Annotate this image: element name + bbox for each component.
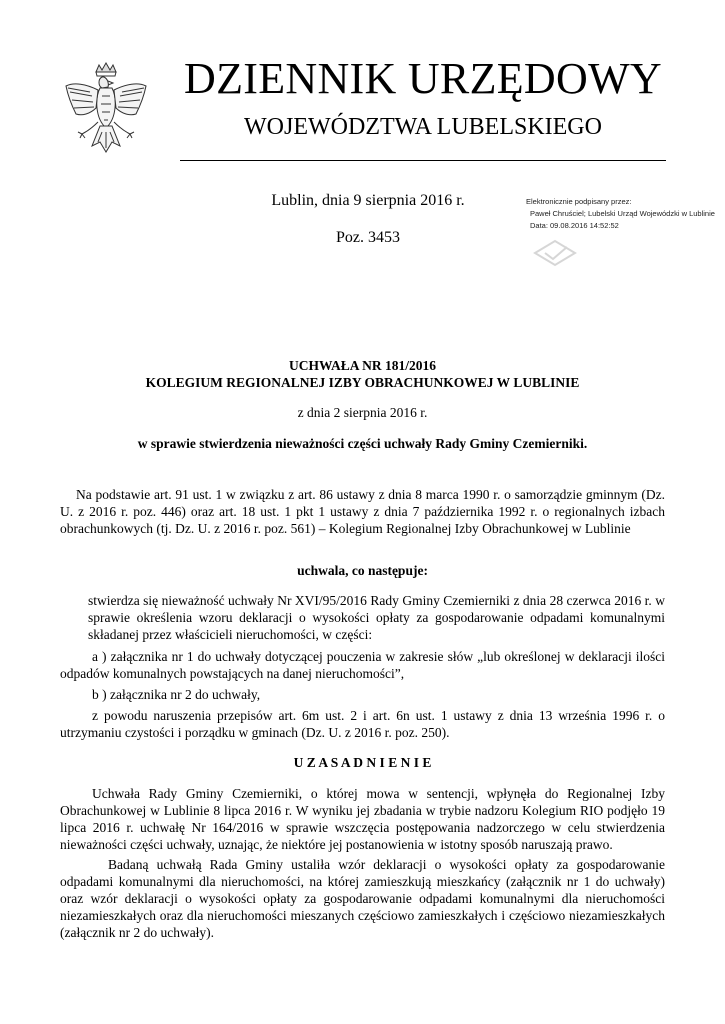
resolution-subject: w sprawie stwierdzenia nieważności części uchwały Rady Gminy Czemierniki.: [137, 436, 588, 451]
justification-paragraph-2: Badaną uchwałą Rada Gminy ustaliła wzór deklaracji o wysokości opłaty za gospodarowanie odpadami komunalnymi dla nieruchomości, na której zamieszkują mieszkańcy (załącznik nr 1 do uchwały) oraz wzór deklaracji o wysokości opłaty za gospodarowanie odpadami komunalnymi dla nieruchomości niezamieszkałych oraz dla nieruchomości mieszanych częściowo zamieszkałych i częściowo niezamieszkałych (załącznik nr 2 do uchwały).: [60, 857, 665, 940]
electronic-signature-block: [527, 196, 717, 232]
signature-signer: Paweł Chruściel; Lubelski Urząd Wojewódzki w Lublinie: [530, 209, 715, 218]
publication-date: Lublin, dnia 9 sierpnia 2016 r.: [271, 192, 465, 209]
ruling-paragraph: stwierdza się nieważność uchwały Nr XVI/95/2016 Rady Gminy Czemierniki z dnia 28 czerwca 2016 r. w sprawie określenia wzoru deklaracji o wysokości opłaty za gospodarowanie odpadami komunalnymi składanej przez właścicieli nieruchomości, w części:: [88, 593, 665, 642]
header-divider: [180, 160, 666, 161]
resolution-number: UCHWAŁA NR 181/2016: [288, 358, 436, 373]
resolution-date: z dnia 2 sierpnia 2016 r.: [297, 405, 428, 420]
justification-paragraph-1: Uchwała Rady Gminy Czemierniki, o której mowa w sentencji, wpłynęła do Regionalnej Izby Obrachunkowej w Lublinie 8 lipca 2016 r. W wyniku jej zbadania w trybie nadzoru Kolegium RIO podjęło 19 lipca 2016 r. uchwałę Nr 164/2016 w sprawie wszczęcia postępowania nadzorczego w celu stwierdzenia nieważności części uchwały, uznając, że niektóre jej postanowienia w istotny sposób naruszają prawo.: [60, 786, 665, 852]
position-number: Poz. 3453: [336, 229, 400, 246]
ruling-item-b: b ) załącznika nr 2 do uchwały,: [92, 687, 261, 702]
resolution-issuer: KOLEGIUM REGIONALNEJ IZBY OBRACHUNKOWEJ W LUBLINIE: [145, 375, 580, 390]
ruling-reason: z powodu naruszenia przepisów art. 6m ust. 2 i art. 6n ust. 1 ustawy z dnia 13 września 1996 r. o utrzymaniu czystości i porządku w gminach (Dz. U. z 2016 r. poz. 250).: [60, 708, 665, 740]
ruling-item-a: a ) załącznika nr 1 do uchwały dotyczącej pouczenia w zakresie słów „lub określonej w deklaracji ilości odpadów komunalnych powstających na danej nieruchomości”,: [60, 649, 665, 681]
resolves-heading: uchwala, co następuje:: [297, 563, 428, 578]
justification-heading: U Z A S A D N I E N I E: [293, 755, 432, 770]
legal-basis-paragraph: Na podstawie art. 91 ust. 1 w związku z art. 86 ustawy z dnia 8 marca 1990 r. o samorządzie gminnym (Dz. U. z 2016 r. poz. 446) oraz art. 18 ust. 1 pkt 1 ustawy z dnia 7 października 1992 r. o regionalnych izbach obrachunkowych (tj. Dz. U. z 2016 r. poz. 561) – Kolegium Regionalnej Izby Obrachunkowej w Lublinie: [60, 487, 665, 536]
journal-title: DZIENNIK URZĘDOWY: [184, 54, 662, 103]
journal-subtitle: WOJEWÓDZTWA LUBELSKIEGO: [244, 114, 602, 140]
signature-date: Data: 09.08.2016 14:52:52: [530, 221, 619, 230]
signature-line: Elektronicznie podpisany przez:: [526, 197, 632, 206]
eagle-emblem-icon: [62, 62, 150, 170]
signature-check-icon: [529, 238, 581, 268]
